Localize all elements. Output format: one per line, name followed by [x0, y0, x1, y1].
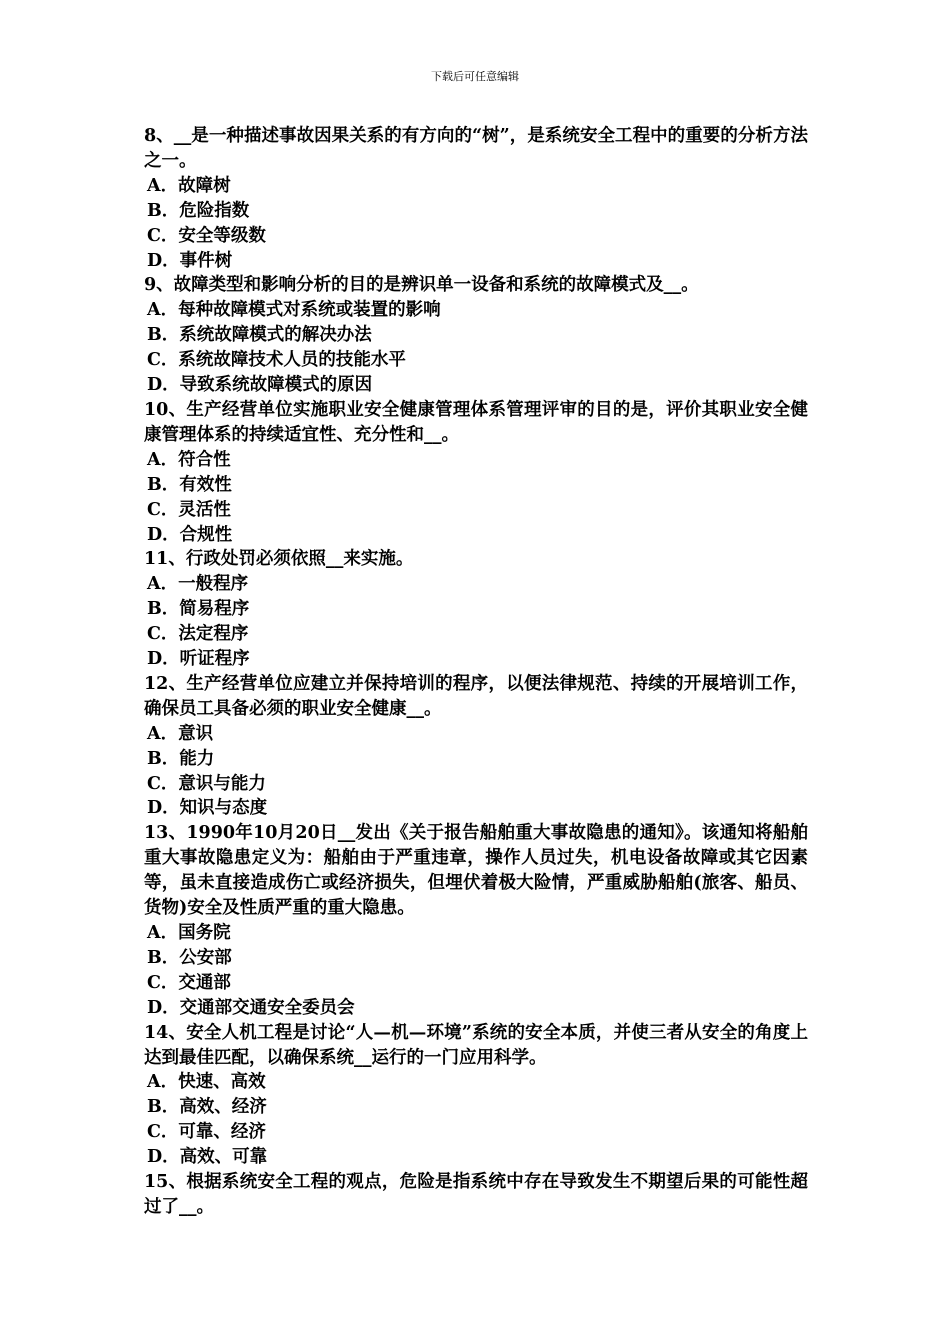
question-block — [144, 821, 808, 1020]
option-b: B．有效性 — [147, 474, 232, 495]
option-c: C．可靠、经济 — [147, 1122, 266, 1143]
option-c: C．法定程序 — [147, 624, 249, 645]
option-b: B．高效、经济 — [147, 1097, 267, 1118]
option-c: C．灵活性 — [147, 499, 231, 520]
question-text: 10、生产经营单位实施职业安全健康管理体系管理评审的目的是，评价其职业安全健康管理体系的持续适宜性、充分性和__。 — [144, 399, 808, 445]
option-a: A．快速、高效 — [147, 1072, 266, 1093]
question-block — [144, 1170, 808, 1220]
question-text: 11、行政处罚必须依照__来实施。 — [144, 549, 414, 570]
question-block — [144, 273, 808, 398]
option-c: C．系统故障技术人员的技能水平 — [147, 350, 406, 371]
option-d: D．合规性 — [147, 524, 233, 545]
question-block — [144, 672, 808, 821]
option-d: D．高效、可靠 — [147, 1147, 268, 1168]
question-text: 12、生产经营单位应建立并保持培训的程序，以便法律规范、持续的开展培训工作，确保员工具备必须的职业安全健康__。 — [144, 673, 808, 719]
question-block — [144, 398, 808, 547]
question-list — [144, 124, 808, 1220]
option-c: C．交通部 — [147, 972, 231, 993]
question-text: 15、根据系统安全工程的观点，危险是指系统中存在导致发生不期望后果的可能性超过了__。 — [144, 1172, 808, 1217]
option-a: A．一般程序 — [147, 574, 249, 595]
option-b: B．公安部 — [147, 947, 232, 968]
option-d: D．导致系统故障模式的原因 — [147, 375, 373, 396]
question-text: 13、1990年10月20日__发出《关于报告船舶重大事故隐患的通知》。该通知将船舶重大事故隐患定义为：船舶由于严重违章，操作人员过失，机电设备故障或其它因素等，虽未直接造成伤亡或经济损失，但埋伏着极大险情，严重威胁船舶(旅客、船员、货物)安全及性质严重的重大隐患。 — [144, 823, 808, 919]
question-text: 9、故障类型和影响分析的目的是辨识单一设备和系统的故障模式及__。 — [144, 275, 699, 296]
option-d: D．交通部交通安全委员会 — [147, 997, 355, 1018]
option-d: D．事件树 — [147, 250, 233, 271]
question-block — [144, 124, 808, 273]
option-a: A．意识 — [147, 723, 214, 744]
option-a: A．符合性 — [147, 449, 231, 470]
question-text: 8、__是一种描述事故因果关系的有方向的“树”，是系统安全工程中的重要的分析方法之一。 — [144, 126, 808, 171]
option-d: D．知识与态度 — [147, 798, 268, 819]
option-d: D．听证程序 — [147, 649, 250, 670]
question-block — [144, 547, 808, 672]
option-b: B．系统故障模式的解决办法 — [147, 325, 372, 346]
option-a: A．故障树 — [147, 175, 231, 196]
question-block — [144, 1021, 808, 1170]
page-header: 下载后可任意编辑 — [431, 70, 519, 83]
option-b: B．危险指数 — [147, 200, 250, 221]
option-a: A．国务院 — [147, 923, 231, 943]
option-b: B．能力 — [147, 748, 215, 769]
option-c: C．意识与能力 — [147, 773, 266, 794]
option-a: A．每种故障模式对系统或装置的影响 — [147, 300, 441, 321]
question-text: 14、安全人机工程是讨论“人—机—环境”系统的安全本质，并使三者从安全的角度上达到最佳匹配，以确保系统__运行的一门应用科学。 — [144, 1022, 808, 1068]
option-c: C．安全等级数 — [147, 225, 266, 246]
option-b: B．简易程序 — [147, 599, 250, 620]
